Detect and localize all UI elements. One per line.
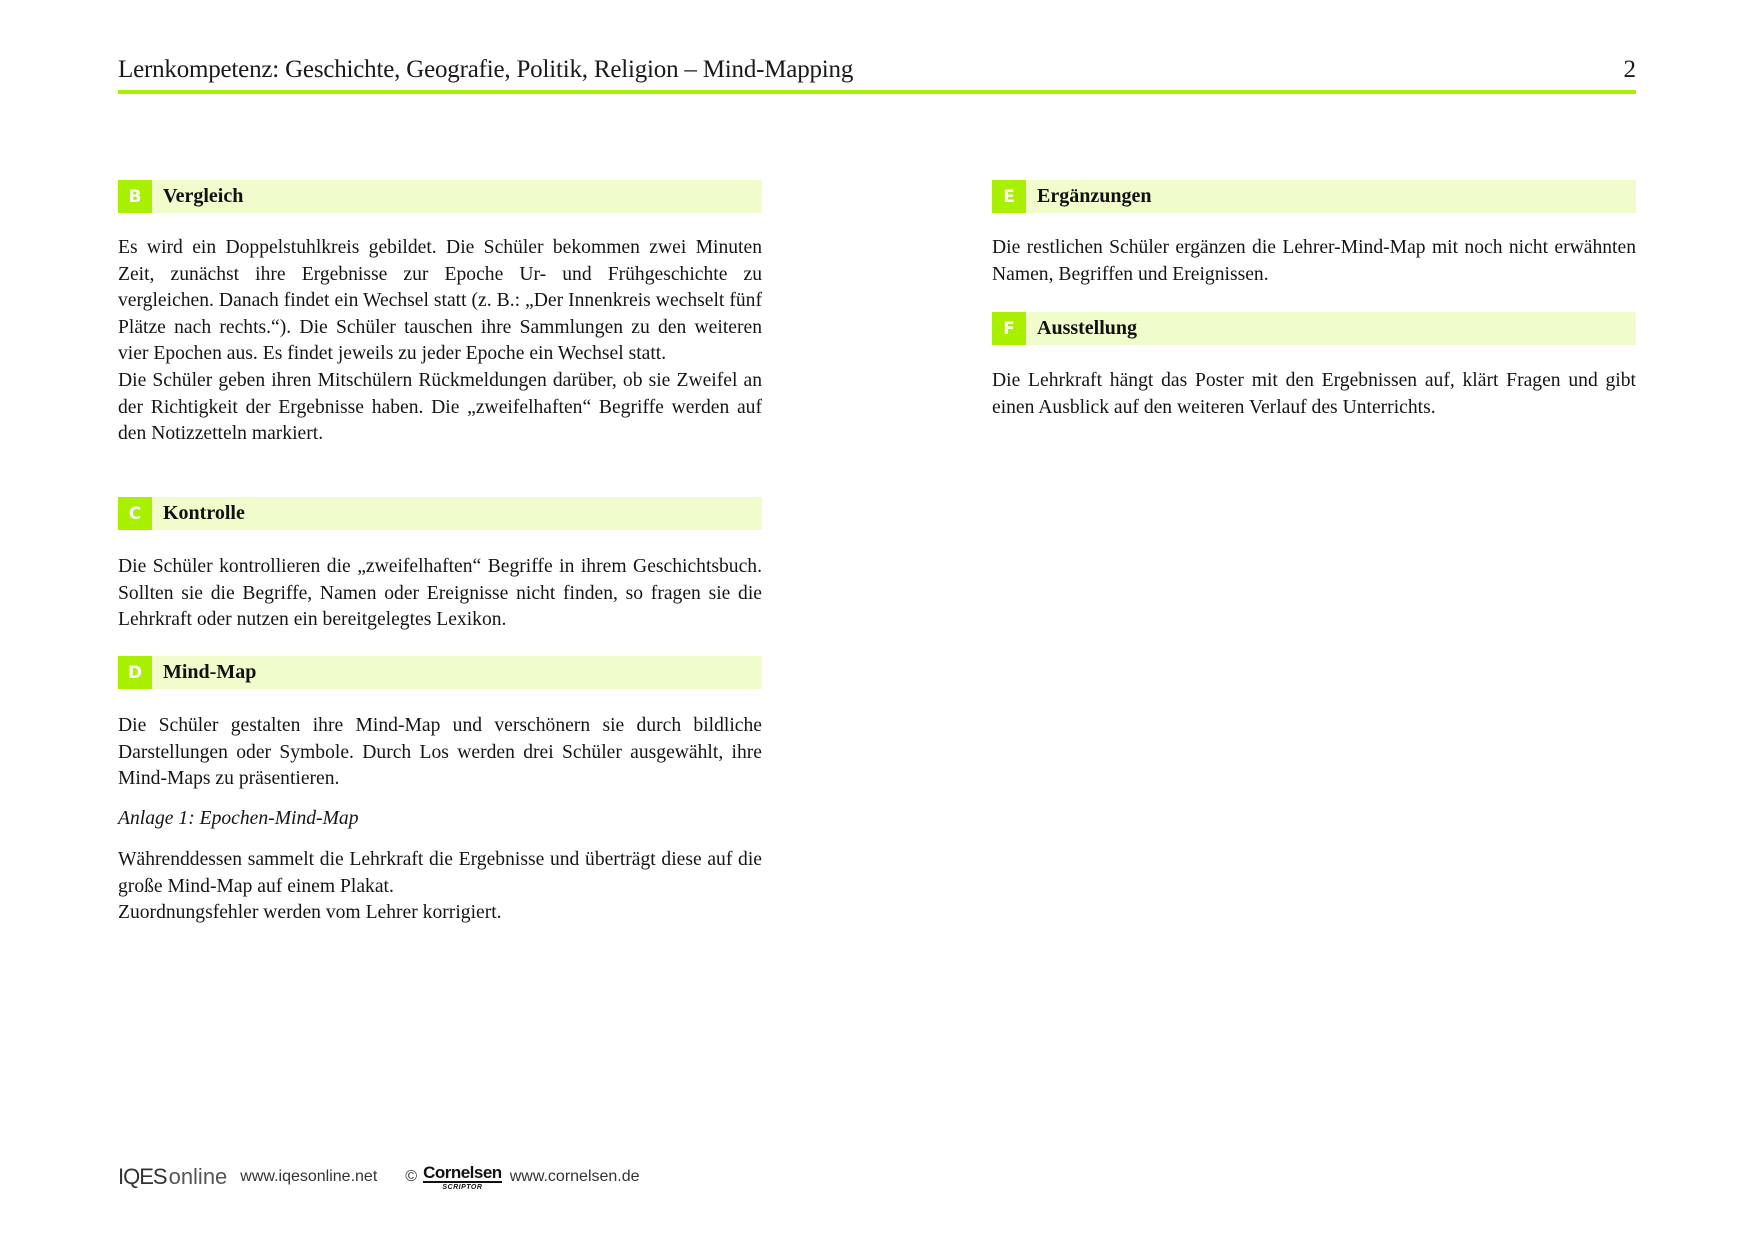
cornelsen-url-link[interactable]: www.cornelsen.de xyxy=(509,1168,640,1185)
copyright-symbol: © xyxy=(405,1168,418,1185)
paragraph: Die Lehrkraft hängt das Poster mit den Ergebnissen auf, klärt Fragen und gibt einen Ausblick auf den weiteren Verlauf des Unterrichts. xyxy=(992,370,1636,418)
page-number: 2 xyxy=(1623,56,1636,83)
paragraph: Die Schüler geben ihren Mitschülern Rückmeldungen darüber, ob sie Zweifel an der Richtigkeit der Ergebnisse haben. Die „zweifelhaften“ Begriffe werden auf den Notizzetteln markiert. xyxy=(118,369,762,445)
section-header-d xyxy=(118,656,762,689)
section-letter-badge: E xyxy=(992,180,1026,213)
section-title: Mind-Map xyxy=(163,661,257,683)
cornelsen-logo-subtext: SCRIPTOR xyxy=(442,1183,483,1191)
iqes-logo xyxy=(118,1164,227,1190)
paragraph: Die restlichen Schüler ergänzen die Lehrer-Mind-Map mit noch nicht erwähnten Namen, Begriffen und Ereignissen. xyxy=(992,237,1636,285)
paragraph: Zuordnungsfehler werden vom Lehrer korrigiert. xyxy=(118,902,502,924)
cornelsen-logo-text: Cornelsen xyxy=(423,1162,502,1182)
header-divider xyxy=(118,90,1636,94)
section-header-f xyxy=(992,312,1636,345)
section-header-e xyxy=(992,180,1636,213)
paragraph: Die Schüler kontrollieren die „zweifelhaften“ Begriffe in ihrem Geschichtsbuch. Sollten sie die Begriffe, Namen oder Ereignisse nicht finden, so fragen sie die Lehrkraft oder nutzen ein bereitgelegtes Lexikon. xyxy=(118,556,762,631)
iqes-logo-light: online xyxy=(168,1164,228,1189)
page-header-title: Lernkompetenz: Geschichte, Geografie, Politik, Religion – Mind-Mapping xyxy=(118,56,854,83)
paragraph: Es wird ein Doppelstuhlkreis gebildet. Die Schüler bekommen zwei Minuten Zeit, zunächst ihre Ergebnisse zur Epoche Ur- und Frühgeschichte zu vergleichen. Danach findet ein Wechsel statt (z. B.: „Der Innenkreis wechselt fünf Plätze nach rechts.“). Die Schüler tauschen ihre Sammlungen zu den weiteren vier Epochen aus. Es findet jeweils zu jeder Epoche ein Wechsel statt. xyxy=(118,237,762,365)
section-letter-badge: F xyxy=(992,312,1026,345)
attachment-reference: Anlage 1: Epochen-Mind-Map xyxy=(118,808,359,829)
section-title: Ausstellung xyxy=(1037,317,1138,339)
section-d-body-continued xyxy=(118,847,762,927)
section-title: Vergleich xyxy=(163,185,244,207)
section-letter-badge: B xyxy=(118,180,152,213)
section-f-body xyxy=(992,368,1636,421)
iqes-logo-bold: IQES xyxy=(118,1164,167,1189)
page-footer xyxy=(118,1162,640,1192)
section-title: Ergänzungen xyxy=(1037,185,1152,207)
paragraph: Währenddessen sammelt die Lehrkraft die Ergebnisse und überträgt diese auf die große Mind-Map auf einem Plakat. xyxy=(118,849,762,897)
section-header-c xyxy=(118,497,762,530)
section-letter-badge: D xyxy=(118,656,152,689)
iqes-url-link[interactable]: www.iqesonline.net xyxy=(240,1168,378,1185)
section-d-body xyxy=(118,713,762,793)
cornelsen-logo xyxy=(423,1164,502,1191)
section-b-body xyxy=(118,235,762,448)
section-header-b xyxy=(118,180,762,213)
section-e-body xyxy=(992,235,1636,288)
section-c-body xyxy=(118,554,762,634)
section-title: Kontrolle xyxy=(163,502,245,524)
paragraph: Die Schüler gestalten ihre Mind-Map und verschönern sie durch bildliche Darstellungen oder Symbole. Durch Los werden drei Schüler ausgewählt, ihre Mind-Maps zu präsentieren. xyxy=(118,715,762,790)
section-letter-badge: C xyxy=(118,497,152,530)
